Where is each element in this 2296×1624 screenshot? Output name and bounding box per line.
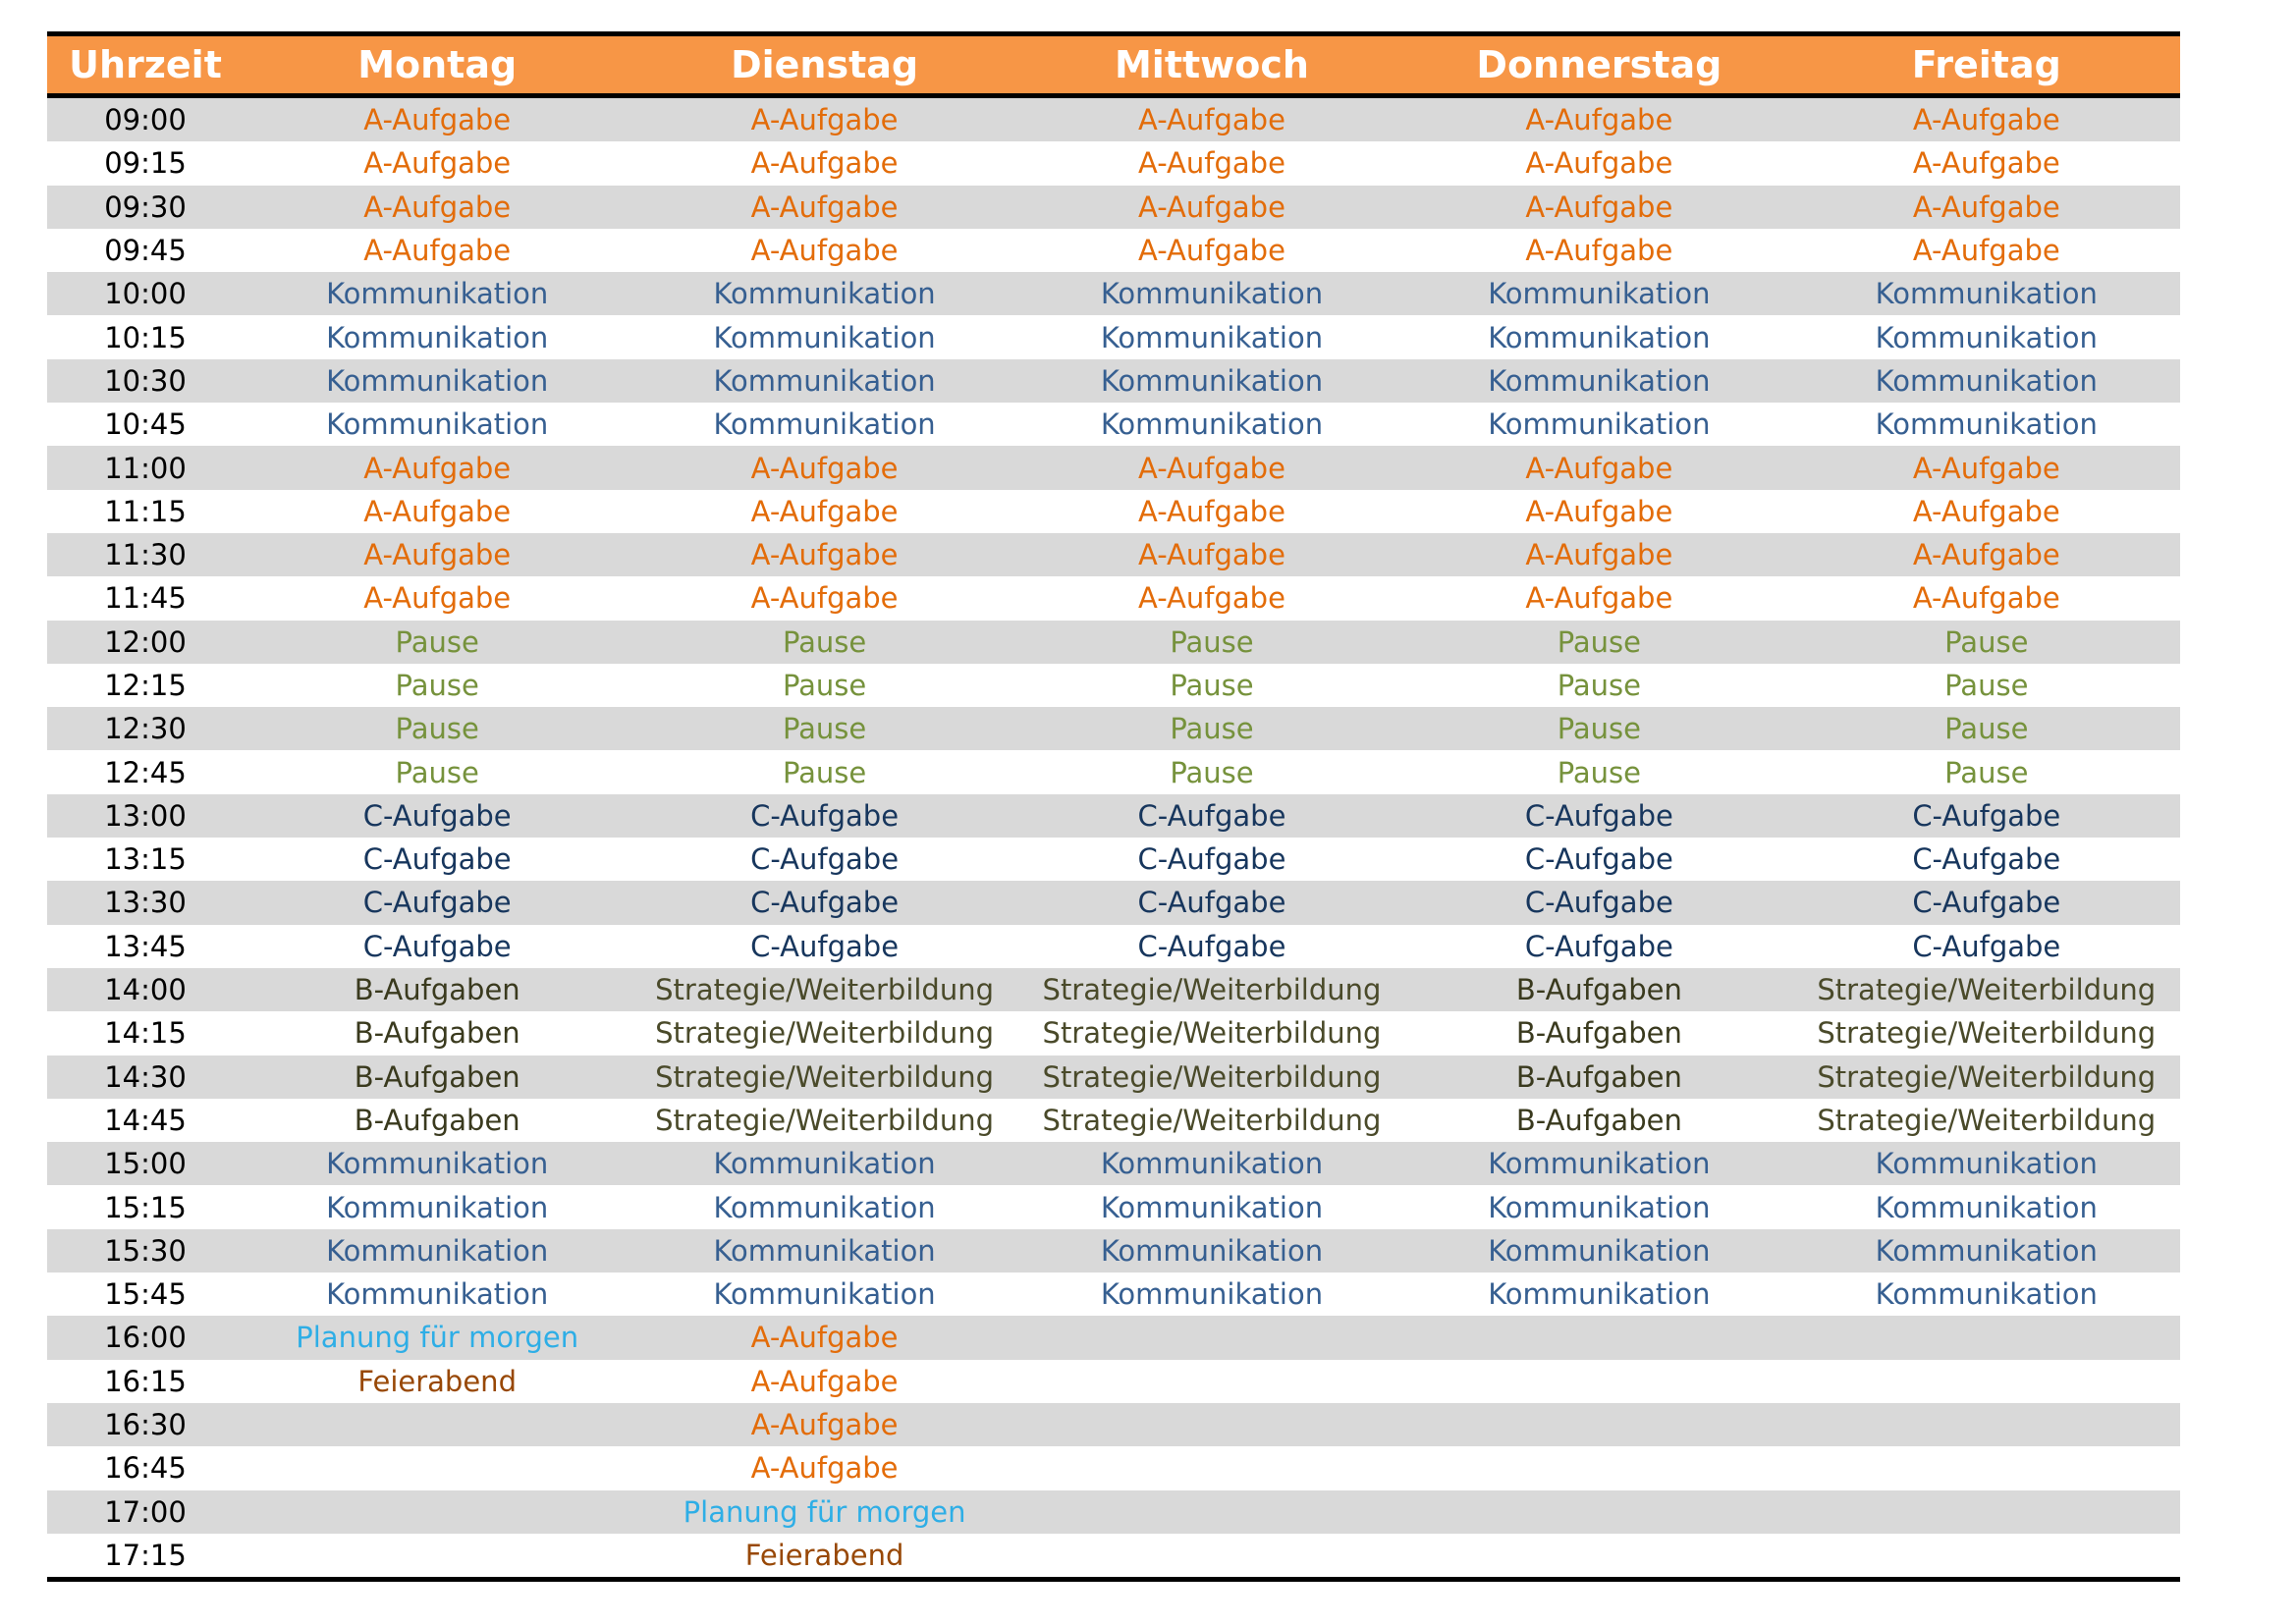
time-cell: 13:15 bbox=[47, 838, 244, 881]
table-row bbox=[47, 1011, 2180, 1055]
cell-donnerstag: C-Aufgabe bbox=[1405, 925, 1792, 968]
cell-montag: Pause bbox=[244, 750, 630, 793]
cell-donnerstag bbox=[1405, 1446, 1792, 1489]
time-cell: 14:30 bbox=[47, 1056, 244, 1099]
cell-montag: A-Aufgabe bbox=[244, 186, 630, 229]
cell-dienstag: Strategie/Weiterbildung bbox=[630, 1099, 1017, 1142]
cell-dienstag: Pause bbox=[630, 621, 1017, 664]
table-row bbox=[47, 1142, 2180, 1185]
cell-montag: Kommunikation bbox=[244, 1272, 630, 1316]
table-row bbox=[47, 1360, 2180, 1403]
cell-freitag: C-Aufgabe bbox=[1793, 794, 2180, 838]
cell-donnerstag: Pause bbox=[1405, 707, 1792, 750]
table-row bbox=[47, 272, 2180, 315]
header-uhrzeit: Uhrzeit bbox=[47, 34, 244, 96]
table-row bbox=[47, 576, 2180, 620]
cell-dienstag: Kommunikation bbox=[630, 403, 1017, 446]
table-row bbox=[47, 1272, 2180, 1316]
cell-mittwoch: Strategie/Weiterbildung bbox=[1018, 1099, 1405, 1142]
time-cell: 09:45 bbox=[47, 229, 244, 272]
cell-donnerstag: Kommunikation bbox=[1405, 1142, 1792, 1185]
cell-montag: Kommunikation bbox=[244, 315, 630, 358]
cell-mittwoch: Kommunikation bbox=[1018, 1142, 1405, 1185]
cell-montag: Kommunikation bbox=[244, 1142, 630, 1185]
time-cell: 10:45 bbox=[47, 403, 244, 446]
cell-freitag bbox=[1793, 1360, 2180, 1403]
time-cell: 15:30 bbox=[47, 1229, 244, 1272]
schedule-header bbox=[47, 34, 2180, 96]
time-cell: 13:45 bbox=[47, 925, 244, 968]
cell-mittwoch: A-Aufgabe bbox=[1018, 533, 1405, 576]
table-row bbox=[47, 968, 2180, 1011]
cell-dienstag: A-Aufgabe bbox=[630, 576, 1017, 620]
cell-donnerstag: Kommunikation bbox=[1405, 1185, 1792, 1228]
cell-montag: C-Aufgabe bbox=[244, 794, 630, 838]
time-cell: 11:30 bbox=[47, 533, 244, 576]
cell-mittwoch: Kommunikation bbox=[1018, 1272, 1405, 1316]
cell-dienstag: C-Aufgabe bbox=[630, 794, 1017, 838]
cell-donnerstag: A-Aufgabe bbox=[1405, 186, 1792, 229]
cell-mittwoch: Kommunikation bbox=[1018, 359, 1405, 403]
cell-donnerstag: A-Aufgabe bbox=[1405, 490, 1792, 533]
cell-dienstag: A-Aufgabe bbox=[630, 141, 1017, 185]
table-row bbox=[47, 1185, 2180, 1228]
table-row bbox=[47, 1229, 2180, 1272]
table-row bbox=[47, 1099, 2180, 1142]
header-dienstag: Dienstag bbox=[630, 34, 1017, 96]
cell-montag: C-Aufgabe bbox=[244, 838, 630, 881]
table-row bbox=[47, 141, 2180, 185]
cell-dienstag: Kommunikation bbox=[630, 1142, 1017, 1185]
time-cell: 11:15 bbox=[47, 490, 244, 533]
cell-dienstag: Kommunikation bbox=[630, 1229, 1017, 1272]
cell-mittwoch: C-Aufgabe bbox=[1018, 925, 1405, 968]
table-row bbox=[47, 533, 2180, 576]
cell-dienstag: Pause bbox=[630, 707, 1017, 750]
table-row bbox=[47, 490, 2180, 533]
time-cell: 09:15 bbox=[47, 141, 244, 185]
table-row bbox=[47, 664, 2180, 707]
cell-montag: A-Aufgabe bbox=[244, 576, 630, 620]
time-cell: 17:15 bbox=[47, 1534, 244, 1580]
cell-dienstag: Strategie/Weiterbildung bbox=[630, 968, 1017, 1011]
cell-donnerstag: B-Aufgaben bbox=[1405, 1099, 1792, 1142]
cell-freitag: A-Aufgabe bbox=[1793, 533, 2180, 576]
cell-donnerstag bbox=[1405, 1490, 1792, 1534]
cell-dienstag: Feierabend bbox=[630, 1534, 1017, 1580]
cell-donnerstag: A-Aufgabe bbox=[1405, 96, 1792, 142]
cell-donnerstag: Pause bbox=[1405, 664, 1792, 707]
cell-mittwoch: Pause bbox=[1018, 707, 1405, 750]
time-cell: 09:00 bbox=[47, 96, 244, 142]
cell-donnerstag bbox=[1405, 1534, 1792, 1580]
cell-montag: Kommunikation bbox=[244, 1229, 630, 1272]
time-cell: 15:45 bbox=[47, 1272, 244, 1316]
cell-mittwoch: A-Aufgabe bbox=[1018, 490, 1405, 533]
cell-freitag: Kommunikation bbox=[1793, 403, 2180, 446]
time-cell: 11:00 bbox=[47, 446, 244, 489]
cell-freitag: Pause bbox=[1793, 750, 2180, 793]
cell-donnerstag: C-Aufgabe bbox=[1405, 838, 1792, 881]
cell-mittwoch: C-Aufgabe bbox=[1018, 838, 1405, 881]
time-cell: 13:00 bbox=[47, 794, 244, 838]
cell-donnerstag bbox=[1405, 1403, 1792, 1446]
cell-dienstag: Kommunikation bbox=[630, 272, 1017, 315]
cell-mittwoch bbox=[1018, 1403, 1405, 1446]
cell-mittwoch: A-Aufgabe bbox=[1018, 96, 1405, 142]
cell-mittwoch bbox=[1018, 1316, 1405, 1359]
cell-donnerstag: Kommunikation bbox=[1405, 315, 1792, 358]
cell-montag: A-Aufgabe bbox=[244, 446, 630, 489]
time-cell: 10:15 bbox=[47, 315, 244, 358]
cell-dienstag: A-Aufgabe bbox=[630, 1403, 1017, 1446]
cell-freitag: Kommunikation bbox=[1793, 1185, 2180, 1228]
cell-mittwoch: A-Aufgabe bbox=[1018, 229, 1405, 272]
time-cell: 17:00 bbox=[47, 1490, 244, 1534]
table-row bbox=[47, 1056, 2180, 1099]
time-cell: 13:30 bbox=[47, 881, 244, 924]
cell-freitag: Kommunikation bbox=[1793, 315, 2180, 358]
cell-mittwoch bbox=[1018, 1360, 1405, 1403]
cell-montag: Kommunikation bbox=[244, 1185, 630, 1228]
cell-donnerstag: Pause bbox=[1405, 750, 1792, 793]
time-cell: 12:45 bbox=[47, 750, 244, 793]
table-row bbox=[47, 1490, 2180, 1534]
table-row bbox=[47, 794, 2180, 838]
cell-mittwoch: Kommunikation bbox=[1018, 1185, 1405, 1228]
cell-dienstag: Strategie/Weiterbildung bbox=[630, 1011, 1017, 1055]
time-cell: 11:45 bbox=[47, 576, 244, 620]
cell-montag: B-Aufgaben bbox=[244, 1099, 630, 1142]
cell-freitag: A-Aufgabe bbox=[1793, 576, 2180, 620]
header-row bbox=[47, 34, 2180, 96]
table-row bbox=[47, 359, 2180, 403]
cell-dienstag: Pause bbox=[630, 664, 1017, 707]
cell-montag: A-Aufgabe bbox=[244, 229, 630, 272]
cell-freitag: Kommunikation bbox=[1793, 1142, 2180, 1185]
table-row bbox=[47, 1534, 2180, 1580]
cell-freitag: A-Aufgabe bbox=[1793, 96, 2180, 142]
table-row bbox=[47, 96, 2180, 142]
cell-montag: B-Aufgaben bbox=[244, 1011, 630, 1055]
table-row bbox=[47, 186, 2180, 229]
cell-montag: Pause bbox=[244, 707, 630, 750]
cell-mittwoch: Kommunikation bbox=[1018, 1229, 1405, 1272]
cell-mittwoch: Kommunikation bbox=[1018, 403, 1405, 446]
cell-mittwoch: Strategie/Weiterbildung bbox=[1018, 1011, 1405, 1055]
cell-freitag bbox=[1793, 1403, 2180, 1446]
cell-montag: Kommunikation bbox=[244, 403, 630, 446]
cell-donnerstag: Kommunikation bbox=[1405, 1229, 1792, 1272]
cell-donnerstag: A-Aufgabe bbox=[1405, 533, 1792, 576]
time-cell: 14:00 bbox=[47, 968, 244, 1011]
cell-freitag: C-Aufgabe bbox=[1793, 881, 2180, 924]
cell-dienstag: Strategie/Weiterbildung bbox=[630, 1056, 1017, 1099]
cell-mittwoch: C-Aufgabe bbox=[1018, 881, 1405, 924]
cell-dienstag: C-Aufgabe bbox=[630, 881, 1017, 924]
cell-donnerstag: A-Aufgabe bbox=[1405, 576, 1792, 620]
cell-freitag: Strategie/Weiterbildung bbox=[1793, 1056, 2180, 1099]
table-row bbox=[47, 925, 2180, 968]
cell-mittwoch: Pause bbox=[1018, 664, 1405, 707]
cell-freitag: Strategie/Weiterbildung bbox=[1793, 1099, 2180, 1142]
cell-donnerstag: Pause bbox=[1405, 621, 1792, 664]
cell-dienstag: A-Aufgabe bbox=[630, 96, 1017, 142]
cell-mittwoch: A-Aufgabe bbox=[1018, 141, 1405, 185]
cell-dienstag: Pause bbox=[630, 750, 1017, 793]
cell-donnerstag: Kommunikation bbox=[1405, 1272, 1792, 1316]
table-row bbox=[47, 403, 2180, 446]
cell-dienstag: C-Aufgabe bbox=[630, 838, 1017, 881]
cell-dienstag: A-Aufgabe bbox=[630, 1446, 1017, 1489]
cell-freitag: Pause bbox=[1793, 664, 2180, 707]
cell-donnerstag: Kommunikation bbox=[1405, 403, 1792, 446]
header-freitag: Freitag bbox=[1793, 34, 2180, 96]
table-row bbox=[47, 707, 2180, 750]
cell-dienstag: C-Aufgabe bbox=[630, 925, 1017, 968]
cell-freitag: Kommunikation bbox=[1793, 359, 2180, 403]
header-montag: Montag bbox=[244, 34, 630, 96]
cell-dienstag: A-Aufgabe bbox=[630, 229, 1017, 272]
cell-montag: A-Aufgabe bbox=[244, 490, 630, 533]
table-row bbox=[47, 315, 2180, 358]
time-cell: 16:45 bbox=[47, 1446, 244, 1489]
cell-montag: Kommunikation bbox=[244, 359, 630, 403]
cell-donnerstag: B-Aufgaben bbox=[1405, 968, 1792, 1011]
cell-mittwoch: Pause bbox=[1018, 750, 1405, 793]
cell-mittwoch: Strategie/Weiterbildung bbox=[1018, 968, 1405, 1011]
time-cell: 12:30 bbox=[47, 707, 244, 750]
cell-donnerstag: B-Aufgaben bbox=[1405, 1011, 1792, 1055]
cell-montag: B-Aufgaben bbox=[244, 1056, 630, 1099]
cell-montag: Planung für morgen bbox=[244, 1316, 630, 1359]
cell-dienstag: A-Aufgabe bbox=[630, 533, 1017, 576]
cell-montag: A-Aufgabe bbox=[244, 533, 630, 576]
cell-freitag: A-Aufgabe bbox=[1793, 490, 2180, 533]
time-cell: 15:00 bbox=[47, 1142, 244, 1185]
cell-freitag: C-Aufgabe bbox=[1793, 925, 2180, 968]
cell-donnerstag: Kommunikation bbox=[1405, 272, 1792, 315]
cell-mittwoch: Kommunikation bbox=[1018, 315, 1405, 358]
cell-montag bbox=[244, 1534, 630, 1580]
cell-donnerstag: Kommunikation bbox=[1405, 359, 1792, 403]
cell-freitag: Kommunikation bbox=[1793, 1272, 2180, 1316]
weekly-schedule-table bbox=[47, 31, 2180, 1582]
cell-freitag: Strategie/Weiterbildung bbox=[1793, 1011, 2180, 1055]
time-cell: 12:00 bbox=[47, 621, 244, 664]
time-cell: 16:30 bbox=[47, 1403, 244, 1446]
cell-donnerstag: A-Aufgabe bbox=[1405, 229, 1792, 272]
cell-freitag: A-Aufgabe bbox=[1793, 229, 2180, 272]
cell-freitag bbox=[1793, 1316, 2180, 1359]
cell-dienstag: A-Aufgabe bbox=[630, 446, 1017, 489]
cell-freitag: Kommunikation bbox=[1793, 1229, 2180, 1272]
cell-freitag bbox=[1793, 1446, 2180, 1489]
time-cell: 16:15 bbox=[47, 1360, 244, 1403]
cell-donnerstag: B-Aufgaben bbox=[1405, 1056, 1792, 1099]
header-donnerstag: Donnerstag bbox=[1405, 34, 1792, 96]
cell-mittwoch: Kommunikation bbox=[1018, 272, 1405, 315]
time-cell: 10:30 bbox=[47, 359, 244, 403]
time-cell: 15:15 bbox=[47, 1185, 244, 1228]
cell-freitag: A-Aufgabe bbox=[1793, 186, 2180, 229]
table-row bbox=[47, 229, 2180, 272]
cell-montag: A-Aufgabe bbox=[244, 141, 630, 185]
cell-mittwoch: A-Aufgabe bbox=[1018, 446, 1405, 489]
cell-freitag: Kommunikation bbox=[1793, 272, 2180, 315]
cell-dienstag: A-Aufgabe bbox=[630, 1360, 1017, 1403]
cell-montag: B-Aufgaben bbox=[244, 968, 630, 1011]
cell-mittwoch bbox=[1018, 1534, 1405, 1580]
header-mittwoch: Mittwoch bbox=[1018, 34, 1405, 96]
cell-montag bbox=[244, 1490, 630, 1534]
cell-donnerstag: A-Aufgabe bbox=[1405, 446, 1792, 489]
schedule-body bbox=[47, 96, 2180, 1580]
cell-dienstag: Kommunikation bbox=[630, 1272, 1017, 1316]
cell-mittwoch: A-Aufgabe bbox=[1018, 186, 1405, 229]
cell-freitag: A-Aufgabe bbox=[1793, 446, 2180, 489]
cell-freitag: Pause bbox=[1793, 621, 2180, 664]
cell-freitag: C-Aufgabe bbox=[1793, 838, 2180, 881]
cell-freitag bbox=[1793, 1490, 2180, 1534]
cell-montag: C-Aufgabe bbox=[244, 925, 630, 968]
time-cell: 16:00 bbox=[47, 1316, 244, 1359]
cell-mittwoch: Strategie/Weiterbildung bbox=[1018, 1056, 1405, 1099]
cell-montag bbox=[244, 1403, 630, 1446]
time-cell: 12:15 bbox=[47, 664, 244, 707]
cell-mittwoch: C-Aufgabe bbox=[1018, 794, 1405, 838]
cell-freitag bbox=[1793, 1534, 2180, 1580]
time-cell: 14:15 bbox=[47, 1011, 244, 1055]
time-cell: 09:30 bbox=[47, 186, 244, 229]
cell-donnerstag bbox=[1405, 1316, 1792, 1359]
cell-dienstag: Kommunikation bbox=[630, 315, 1017, 358]
cell-freitag: Pause bbox=[1793, 707, 2180, 750]
cell-mittwoch: Pause bbox=[1018, 621, 1405, 664]
cell-montag: Kommunikation bbox=[244, 272, 630, 315]
time-cell: 14:45 bbox=[47, 1099, 244, 1142]
cell-mittwoch: A-Aufgabe bbox=[1018, 576, 1405, 620]
cell-montag bbox=[244, 1446, 630, 1489]
table-row bbox=[47, 621, 2180, 664]
cell-dienstag: Kommunikation bbox=[630, 359, 1017, 403]
cell-dienstag: A-Aufgabe bbox=[630, 186, 1017, 229]
cell-montag: C-Aufgabe bbox=[244, 881, 630, 924]
cell-montag: Pause bbox=[244, 621, 630, 664]
cell-dienstag: A-Aufgabe bbox=[630, 1316, 1017, 1359]
table-row bbox=[47, 838, 2180, 881]
cell-montag: Pause bbox=[244, 664, 630, 707]
table-row bbox=[47, 1316, 2180, 1359]
cell-donnerstag: C-Aufgabe bbox=[1405, 794, 1792, 838]
cell-dienstag: A-Aufgabe bbox=[630, 490, 1017, 533]
cell-mittwoch bbox=[1018, 1446, 1405, 1489]
table-row bbox=[47, 1446, 2180, 1489]
cell-freitag: A-Aufgabe bbox=[1793, 141, 2180, 185]
cell-mittwoch bbox=[1018, 1490, 1405, 1534]
cell-montag: Feierabend bbox=[244, 1360, 630, 1403]
table-row bbox=[47, 446, 2180, 489]
cell-freitag: Strategie/Weiterbildung bbox=[1793, 968, 2180, 1011]
cell-dienstag: Kommunikation bbox=[630, 1185, 1017, 1228]
cell-dienstag: Planung für morgen bbox=[630, 1490, 1017, 1534]
time-cell: 10:00 bbox=[47, 272, 244, 315]
cell-donnerstag bbox=[1405, 1360, 1792, 1403]
cell-donnerstag: C-Aufgabe bbox=[1405, 881, 1792, 924]
table-row bbox=[47, 881, 2180, 924]
cell-montag: A-Aufgabe bbox=[244, 96, 630, 142]
cell-donnerstag: A-Aufgabe bbox=[1405, 141, 1792, 185]
table-row bbox=[47, 750, 2180, 793]
table-row bbox=[47, 1403, 2180, 1446]
